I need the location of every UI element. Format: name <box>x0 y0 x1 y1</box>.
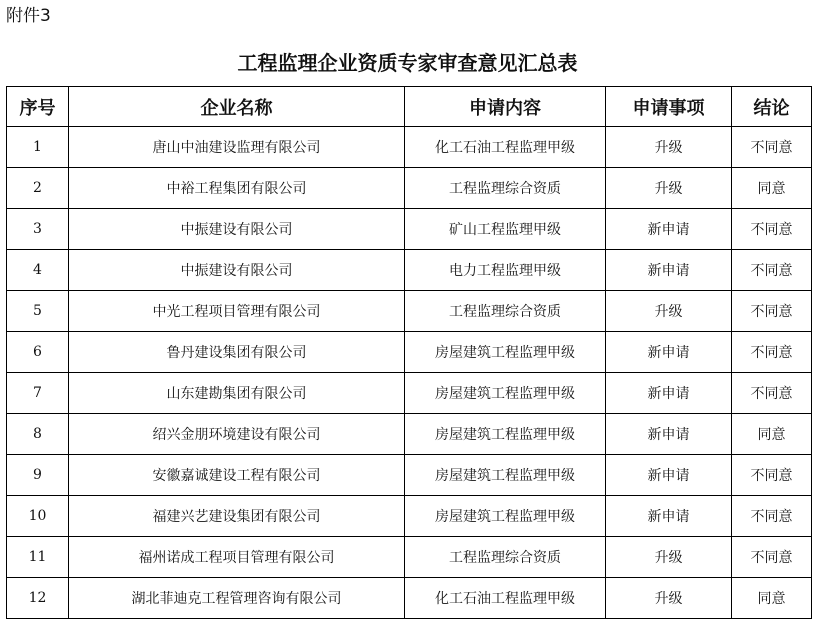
cell-content: 房屋建筑工程监理甲级 <box>405 373 606 414</box>
cell-item: 升级 <box>606 168 732 209</box>
cell-no: 9 <box>7 455 69 496</box>
cell-company: 中振建设有限公司 <box>69 250 405 291</box>
cell-result: 不同意 <box>732 537 812 578</box>
cell-company: 鲁丹建设集团有限公司 <box>69 332 405 373</box>
page-title: 工程监理企业资质专家审查意见汇总表 <box>237 51 578 75</box>
cell-item: 新申请 <box>606 250 732 291</box>
cell-content: 电力工程监理甲级 <box>405 250 606 291</box>
cell-content: 房屋建筑工程监理甲级 <box>405 455 606 496</box>
cell-item: 升级 <box>606 127 732 168</box>
cell-company: 绍兴金朋环境建设有限公司 <box>69 414 405 455</box>
cell-company: 福建兴艺建设集团有限公司 <box>69 496 405 537</box>
cell-result: 不同意 <box>732 250 812 291</box>
cell-result: 同意 <box>732 414 812 455</box>
cell-content: 矿山工程监理甲级 <box>405 209 606 250</box>
table-row <box>7 209 812 250</box>
cell-no: 10 <box>7 496 69 537</box>
cell-no: 7 <box>7 373 69 414</box>
cell-content: 工程监理综合资质 <box>405 291 606 332</box>
cell-item: 升级 <box>606 578 732 619</box>
cell-content: 化工石油工程监理甲级 <box>405 578 606 619</box>
cell-item: 新申请 <box>606 373 732 414</box>
cell-company: 安徽嘉诚建设工程有限公司 <box>69 455 405 496</box>
cell-result: 不同意 <box>732 291 812 332</box>
table-row <box>7 127 812 168</box>
table-row <box>7 168 812 209</box>
cell-no: 2 <box>7 168 69 209</box>
cell-item: 新申请 <box>606 209 732 250</box>
cell-no: 5 <box>7 291 69 332</box>
table-row <box>7 537 812 578</box>
cell-item: 新申请 <box>606 414 732 455</box>
cell-result: 不同意 <box>732 373 812 414</box>
table-row <box>7 455 812 496</box>
cell-company: 湖北菲迪克工程管理咨询有限公司 <box>69 578 405 619</box>
column-header-no: 序号 <box>7 87 69 127</box>
column-header-item: 申请事项 <box>606 87 732 127</box>
cell-item: 升级 <box>606 291 732 332</box>
table-row <box>7 291 812 332</box>
cell-result: 不同意 <box>732 209 812 250</box>
table-row <box>7 414 812 455</box>
cell-no: 6 <box>7 332 69 373</box>
cell-no: 4 <box>7 250 69 291</box>
cell-no: 1 <box>7 127 69 168</box>
cell-result: 同意 <box>732 578 812 619</box>
cell-no: 3 <box>7 209 69 250</box>
cell-result: 不同意 <box>732 332 812 373</box>
table-row <box>7 496 812 537</box>
cell-company: 中裕工程集团有限公司 <box>69 168 405 209</box>
attachment-label: 附件3 <box>6 6 51 26</box>
cell-content: 工程监理综合资质 <box>405 168 606 209</box>
cell-item: 新申请 <box>606 455 732 496</box>
table-row <box>7 332 812 373</box>
cell-no: 12 <box>7 578 69 619</box>
cell-result: 不同意 <box>732 496 812 537</box>
cell-content: 房屋建筑工程监理甲级 <box>405 332 606 373</box>
cell-company: 福州诺成工程项目管理有限公司 <box>69 537 405 578</box>
table-header-row <box>7 87 812 127</box>
cell-item: 新申请 <box>606 332 732 373</box>
table-row <box>7 373 812 414</box>
cell-no: 8 <box>7 414 69 455</box>
cell-company: 中光工程项目管理有限公司 <box>69 291 405 332</box>
cell-company: 山东建勘集团有限公司 <box>69 373 405 414</box>
column-header-content: 申请内容 <box>405 87 606 127</box>
cell-content: 房屋建筑工程监理甲级 <box>405 414 606 455</box>
table-row <box>7 578 812 619</box>
column-header-company: 企业名称 <box>69 87 405 127</box>
cell-item: 新申请 <box>606 496 732 537</box>
cell-company: 中振建设有限公司 <box>69 209 405 250</box>
cell-result: 不同意 <box>732 455 812 496</box>
cell-content: 化工石油工程监理甲级 <box>405 127 606 168</box>
cell-content: 工程监理综合资质 <box>405 537 606 578</box>
cell-company: 唐山中油建设监理有限公司 <box>69 127 405 168</box>
cell-no: 11 <box>7 537 69 578</box>
table-row <box>7 250 812 291</box>
cell-result: 同意 <box>732 168 812 209</box>
review-table <box>6 86 812 619</box>
column-header-result: 结论 <box>732 87 812 127</box>
cell-result: 不同意 <box>732 127 812 168</box>
cell-content: 房屋建筑工程监理甲级 <box>405 496 606 537</box>
cell-item: 升级 <box>606 537 732 578</box>
